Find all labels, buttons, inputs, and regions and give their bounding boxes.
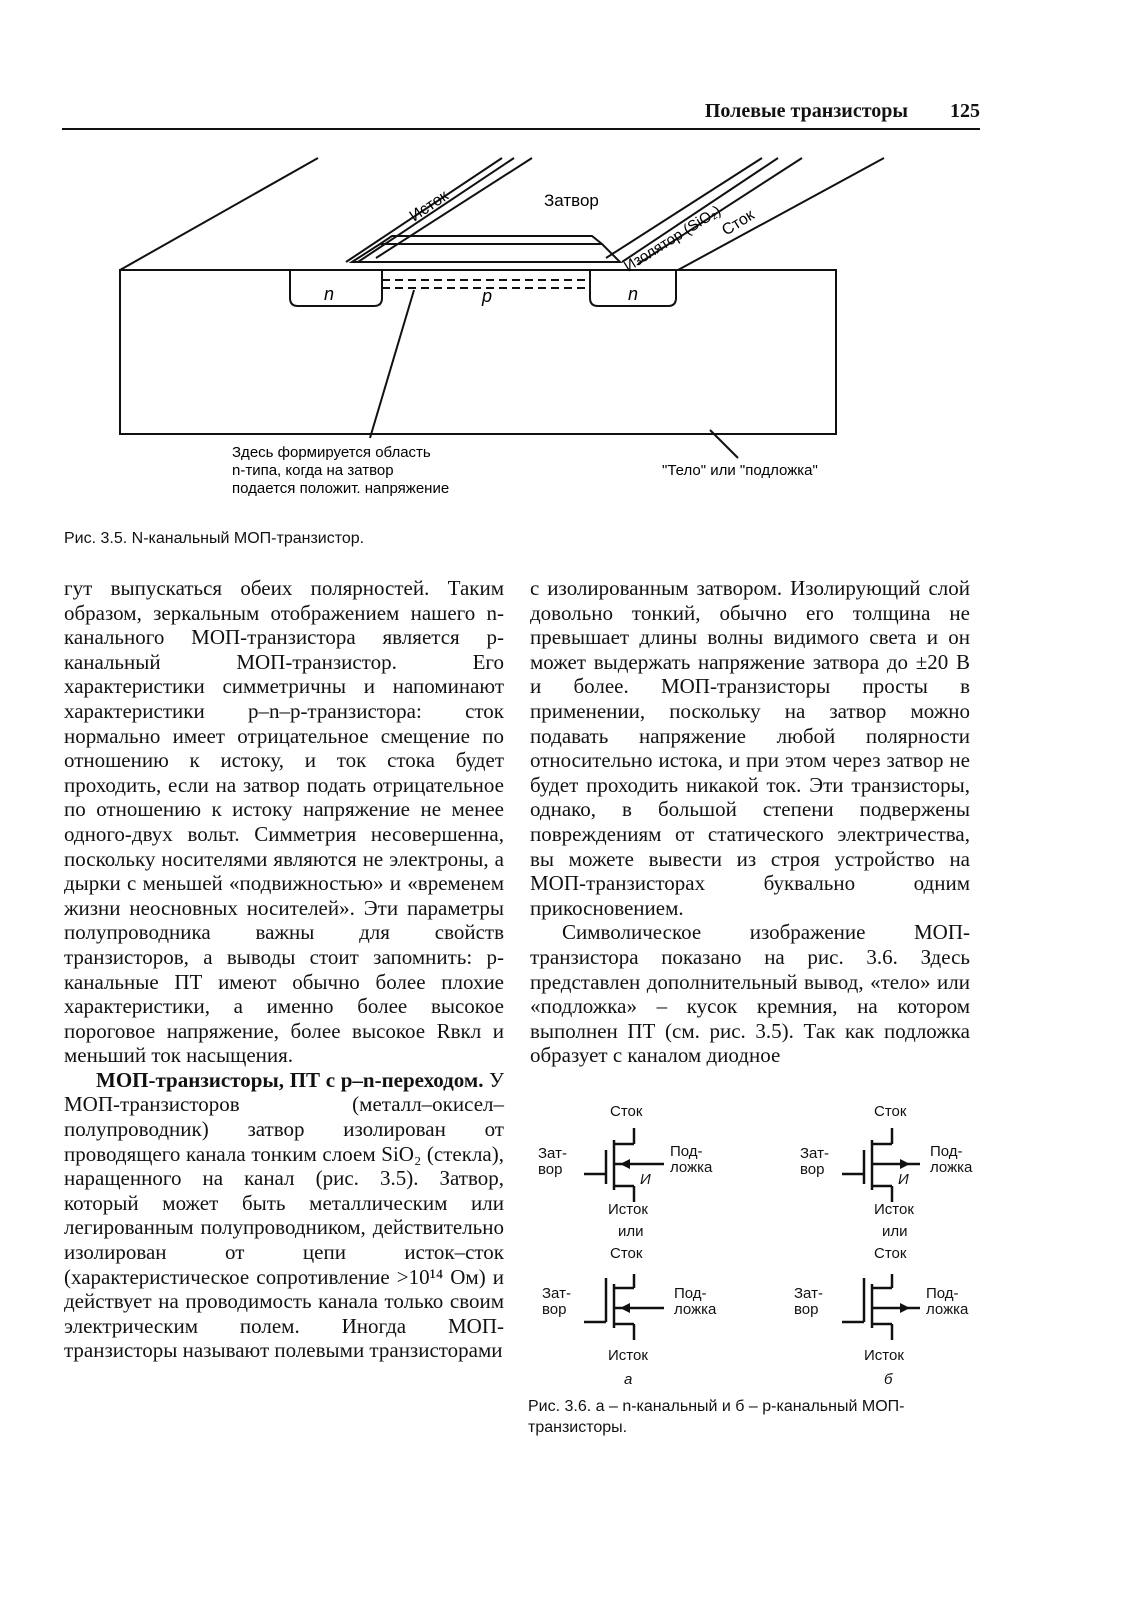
figure-3-6-caption: Рис. 3.6. а – n-канальный и б – p-канальный МОП-транзисторы. <box>528 1398 905 1436</box>
or-label: или <box>882 1223 908 1240</box>
symbol-p-channel-top <box>842 1128 920 1202</box>
perspective-line <box>120 158 318 270</box>
gate-label: Затвор <box>544 191 599 210</box>
gate-label: Зат- <box>538 1145 567 1162</box>
gate-label: Зат- <box>542 1285 571 1302</box>
substrate-label: ложка <box>670 1159 713 1176</box>
panel-label-b: б <box>884 1371 893 1388</box>
arrow-out-icon <box>900 1159 910 1169</box>
figure-3-5-mosfet-structure <box>62 140 942 510</box>
n-right-label: n <box>628 284 639 304</box>
substrate-label: ложка <box>674 1301 717 1318</box>
gate-label: вор <box>538 1161 563 1178</box>
arrow-in-icon <box>620 1159 630 1169</box>
note-left-line: n-типа, когда на затвор <box>232 462 394 479</box>
substrate-label: Под- <box>670 1143 703 1160</box>
substrate-label: Под- <box>674 1285 707 1302</box>
section-heading: МОП-транзисторы, ПТ с p–n-переходом. <box>96 1067 484 1092</box>
gate-label: вор <box>542 1301 567 1318</box>
n-region-left <box>290 270 382 306</box>
gate-label: Зат- <box>794 1285 823 1302</box>
running-head <box>62 98 980 130</box>
substrate-label: Под- <box>930 1143 963 1160</box>
source-label: Исток <box>608 1347 648 1364</box>
or-label: или <box>618 1223 644 1240</box>
p-label: p <box>482 286 493 306</box>
source-letter: И <box>898 1171 909 1188</box>
note-right: "Тело" или "подложка" <box>662 462 818 479</box>
substrate-label: ложка <box>930 1159 973 1176</box>
gate-electrode <box>380 236 602 244</box>
gate-label: вор <box>794 1301 819 1318</box>
drain-label: Сток <box>610 1245 643 1262</box>
substrate-body <box>120 270 836 434</box>
source-label: Исток <box>406 187 452 226</box>
note-left-line: подается положит. напряжение <box>232 480 450 497</box>
source-label: Исток <box>864 1347 904 1364</box>
arrow-in-icon <box>620 1303 630 1313</box>
symbol-p-channel-bottom <box>842 1274 920 1340</box>
drain-label: Сток <box>874 1245 907 1262</box>
gate-label: вор <box>800 1161 825 1178</box>
paragraph: Символическое изображение МОП-транзистора показано на рис. 3.6. Здесь представлен дополнительный вывод, «тело» или «подложка» – кусок кремния, на котором выполнен ПТ (см. рис. 3.5). Так как подложка образует с каналом диодное <box>530 920 970 1068</box>
source-letter: И <box>640 1171 651 1188</box>
right-column <box>530 576 970 1068</box>
leader-line <box>370 290 414 438</box>
drain-label: Сток <box>719 206 758 240</box>
paragraph: с изолированным затвором. Изолирующий слой довольно тонкий, обычно его толщина не превышает длины волны видимого света и он может выдержать напряжение затвора до ±20 В и более. МОП-транзисторы просты в применении, поскольку на затвор можно подавать напряжение любой полярности относительно истока, и при этом через затвор не будет проходить никакой ток. Эти транзисторы, однако, в большой степени подвержены повреждениям от статического электричества, вы можете вывести из строя устройство на МОП-транзисторах буквально одним прикосновением. <box>530 576 970 920</box>
note-left-line: Здесь формируется область <box>232 444 431 461</box>
paragraph <box>64 1068 504 1363</box>
running-title: Полевые транзисторы <box>704 100 908 122</box>
left-column <box>64 576 504 1363</box>
figure-3-5-caption: Рис. 3.5. N-канальный МОП-транзистор. <box>64 530 365 547</box>
n-left-label: n <box>324 284 335 304</box>
source-label: Исток <box>608 1201 648 1218</box>
panel-label-a: а <box>624 1371 633 1388</box>
drain-label: Сток <box>874 1103 907 1120</box>
paragraph: гут выпускаться обеих полярностей. Таким образом, зеркальным отображением нашего n-канального МОП-транзистора является p-канальный МОП-транзистор. Его характеристики симметричны и напоминают характеристики p–n–p-транзистора: сток нормально имеет отрицательное смещение по отношению к истоку, и ток стока будет проходить, если на затвор подать отрицательное по отношению к истоку напряжение не менее одного-двух вольт. Симметрия несовершенна, поскольку носителями являются не электроны, а дырки с меньшей «подвижностью» и «временем жизни неосновных носителей». Эти параметры полупроводника важны для свойств транзисторов, а выводы стоит запомнить: p-канальные ПТ имеют обычно более плохие характеристики, а именно более высокое пороговое напряжение, более высокое Rвкл и меньший ток насыщения. <box>64 576 504 1068</box>
gate-label: Зат- <box>800 1145 829 1162</box>
drain-label: Сток <box>610 1103 643 1120</box>
figure-3-6-mosfet-symbols <box>528 1098 988 1394</box>
perspective-line <box>606 158 762 258</box>
paragraph-text: У МОП-транзисторов (металл–окисел–полупроводник) затвор изолирован от проводящего канала тонким слоем SiO₂ (стекла), наращенного на канал (рис. 3.5). Затвор, который может быть металлическим или легированным полупроводником, действительно изолирован от цепи исток–сток (характеристическое сопротивление >10¹⁴ Ом) и действует на проводимость канала только своим электрическим полем. Иногда МОП-транзисторы называют полевыми транзисторами <box>64 1067 504 1363</box>
arrow-out-icon <box>900 1303 910 1313</box>
substrate-label: Под- <box>926 1285 959 1302</box>
substrate-label: ложка <box>926 1301 969 1318</box>
source-label: Исток <box>874 1201 914 1218</box>
page-number: 125 <box>950 100 980 122</box>
insulator-label: Изолятор (SiO₂) <box>621 202 725 276</box>
